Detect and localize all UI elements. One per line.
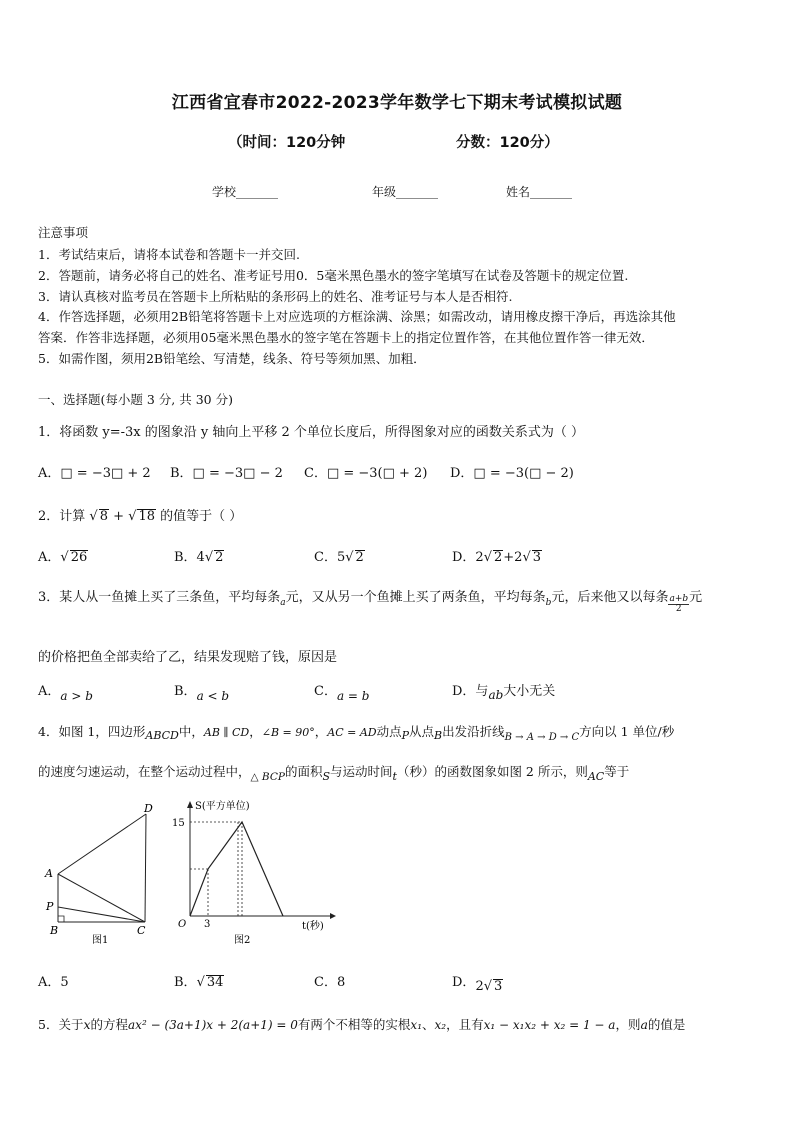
q4-line2: 的速度匀速运动，在整个运动过程中，$_{\triangle BCP}$的面积S与运动时间t（秒）的函数图象如图 2 所示，则AC等于 <box>38 764 630 783</box>
label-p: P <box>46 900 54 913</box>
x-axis-label: t(秒) <box>302 921 324 932</box>
x-tick-3: 3 <box>204 919 211 930</box>
label-d: D <box>144 802 153 815</box>
right-angle-mark <box>58 916 64 922</box>
figure-2 <box>170 798 345 950</box>
exam-score: 分数：120分） <box>456 135 559 151</box>
note-item: 4．作答选择题，必须用2B铅笔将答题卡上对应选项的方框涂满、涂黑；如需改动，请用橡皮擦干净后，再选涂其他 <box>38 309 676 324</box>
label-b: B <box>50 924 59 937</box>
edge-dc <box>145 814 146 922</box>
q2-option-d: D．2√ 2+2√ 3 <box>452 550 542 565</box>
q1-option-a: A．□ = −3□ + 2 <box>38 466 151 481</box>
y-axis-arrow <box>187 801 193 808</box>
y-tick-15: 15 <box>172 818 185 829</box>
name-field: 姓名_______ <box>506 185 573 199</box>
q3-option-a: A．a > b <box>38 684 93 703</box>
figure-1-caption: 图1 <box>92 935 109 946</box>
note-item: 答案．作答非选择题，必须用05毫米黑色墨水的签字笔在答题卡上的指定位置作答，在其他位置作答一律无效． <box>38 330 654 345</box>
q1-option-d: D．□ = −3(□ − 2) <box>450 466 574 481</box>
label-c: C <box>137 924 146 937</box>
q2-stem: 2．计算 √ 8 + √ 18 的值等于（ ） <box>38 509 243 524</box>
school-field: 学校_______ <box>212 185 279 199</box>
y-axis-label: S(平方单位) <box>195 801 250 812</box>
q1-stem: 1．将函数 y=-3x 的图象沿 y 轴向上平移 2 个单位长度后，所得图象对应的函数关系式为（ ） <box>38 425 585 440</box>
q4-option-c: C．8 <box>314 975 346 990</box>
notes-heading: 注意事项 <box>38 225 89 240</box>
x-axis-arrow <box>330 913 336 919</box>
note-item: 3．请认真核对监考员在答题卡上所粘贴的条形码上的姓名、准考证号与本人是否相符. <box>38 289 513 304</box>
q1-option-c: C．□ = −3(□ + 2) <box>304 466 428 481</box>
figure-2-caption: 图2 <box>234 935 251 946</box>
label-a: A <box>45 867 53 880</box>
section-heading: 一、选择题(每小题 3 分, 共 30 分) <box>38 392 233 407</box>
q2-option-b: B．4√ 2 <box>174 550 224 565</box>
q4-option-b: B．√ 34 <box>174 975 224 990</box>
q5-stem: 5．关于x的方程ax² − (3a+1)x + 2(a+1) = 0有两个不相等的实根x₁、x₂，且有x₁ − x₁x₂ + x₂ = 1 − a，则a的值是 <box>38 1017 686 1032</box>
q2-option-c: C．5√ 2 <box>314 550 364 565</box>
note-item: 2．答题前，请务必将自己的姓名、准考证号用0．5毫米黑色墨水的签字笔填写在试卷及答题卡的规定位置. <box>38 268 629 283</box>
grade-field: 年级_______ <box>372 185 439 199</box>
origin-label: O <box>178 919 187 930</box>
q3-option-d: D．与ab大小无关 <box>452 684 556 702</box>
q3-line2: 的价格把鱼全部卖给了乙，结果发现赔了钱，原因是 <box>38 650 338 665</box>
q4-stem: 4．如图 1，四边形ABCD中，AB ∥ CD，∠B = 90°，AC = AD动点P从点B出发沿折线$_{B \to A \to D \to C}$方向以 1 单位/秒 <box>38 724 675 743</box>
note-item: 5．如需作图，须用2B铅笔绘、写清楚，线条、符号等须加黑、加粗． <box>38 351 426 366</box>
fraction: $\frac{a+b}{2}$ <box>669 594 689 614</box>
q4-option-d: D．2√ 3 <box>452 975 503 994</box>
q2-option-a: A．√ 26 <box>38 550 88 565</box>
q3-stem: 3．某人从一鱼摊上买了三条鱼，平均每条$_a$元，又从另一个鱼摊上买了两条鱼，平均每条$_b$元，后来他又以每条 $\frac{a+b}{2}$ 元 <box>38 590 703 614</box>
edge-ad <box>58 814 146 874</box>
figure-1 <box>40 800 170 950</box>
q4-option-a: A．5 <box>38 975 69 990</box>
q3-option-c: C．a = b <box>314 684 370 703</box>
page-title: 江西省宜春市2022-2023学年数学七下期末考试模拟试题 <box>171 93 623 113</box>
note-item: 1．考试结束后，请将本试卷和答题卡一并交回. <box>38 247 300 262</box>
q3-option-b: B．a < b <box>174 684 230 703</box>
q1-option-b: B．□ = −3□ − 2 <box>170 466 283 481</box>
exam-time: （时间：120分钟 <box>228 135 346 151</box>
